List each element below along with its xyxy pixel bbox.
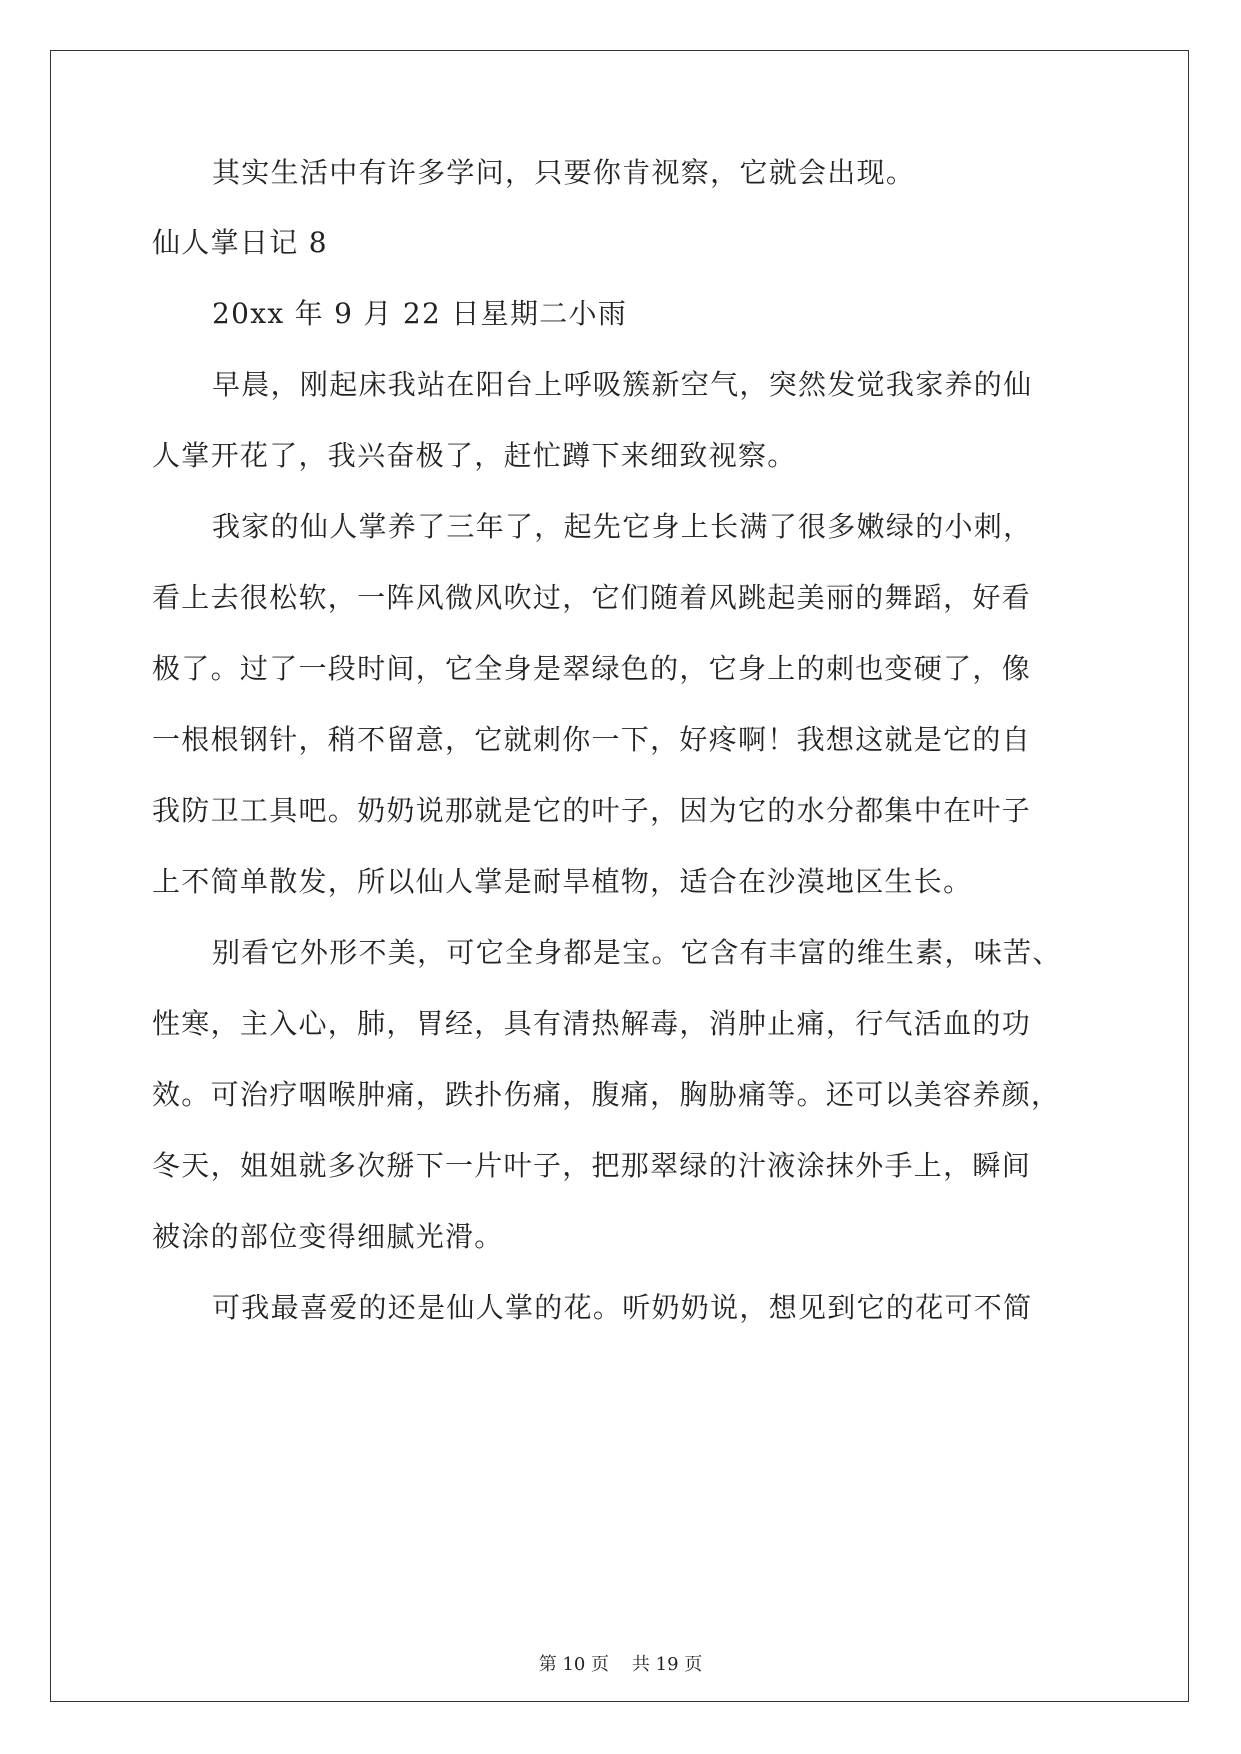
paragraph-line: 上不简单散发，所以仙人掌是耐旱植物，适合在沙漠地区生长。 (152, 865, 973, 898)
paragraph-line: 一根根钢针，稍不留意，它就刺你一下，好疼啊！我想这就是它的自 (152, 723, 1032, 756)
paragraph-line: 被涂的部位变得细腻光滑。 (152, 1220, 504, 1253)
paragraph-line: 人掌开花了，我兴奋极了，赶忙蹲下来细致视察。 (152, 439, 797, 472)
section-heading: 仙人掌日记 8 (152, 226, 328, 259)
paragraph-line: 效。可治疗咽喉肿痛，跌扑伤痛，腹痛，胸胁痛等。还可以美容养颜， (152, 1078, 1061, 1111)
paragraph-line: 看上去很松软，一阵风微风吹过，它们随着风跳起美丽的舞蹈，好看 (152, 581, 1032, 614)
paragraph-line: 可我最喜爱的还是仙人掌的花。听奶奶说，想见到它的花可不简 (212, 1291, 1033, 1324)
page-number-footer (0, 1653, 1241, 1677)
paragraph-line: 早晨，刚起床我站在阳台上呼吸簇新空气，突然发觉我家养的仙 (212, 368, 1033, 401)
paragraph-line: 冬天，姐姐就多次掰下一片叶子，把那翠绿的汁液涂抹外手上，瞬间 (152, 1149, 1032, 1182)
diary-date-line: 20xx 年 9 月 22 日星期二小雨 (212, 297, 628, 330)
paragraph-line: 别看它外形不美，可它全身都是宝。它含有丰富的维生素，味苦、 (212, 936, 1062, 969)
paragraph-line: 我家的仙人掌养了三年了，起先它身上长满了很多嫩绿的小刺， (212, 510, 1033, 543)
paragraph-line: 其实生活中有许多学问，只要你肯视察，它就会出现。 (212, 156, 916, 189)
paragraph-line: 极了。过了一段时间，它全身是翠绿色的，它身上的刺也变硬了，像 (152, 652, 1032, 685)
paragraph-line: 我防卫工具吧。奶奶说那就是它的叶子，因为它的水分都集中在叶子 (152, 794, 1032, 827)
page-number-label: 第 10 页 共 19 页 (538, 1654, 703, 1675)
paragraph-line: 性寒，主入心，肺，胃经，具有清热解毒，消肿止痛，行气活血的功 (152, 1007, 1032, 1040)
